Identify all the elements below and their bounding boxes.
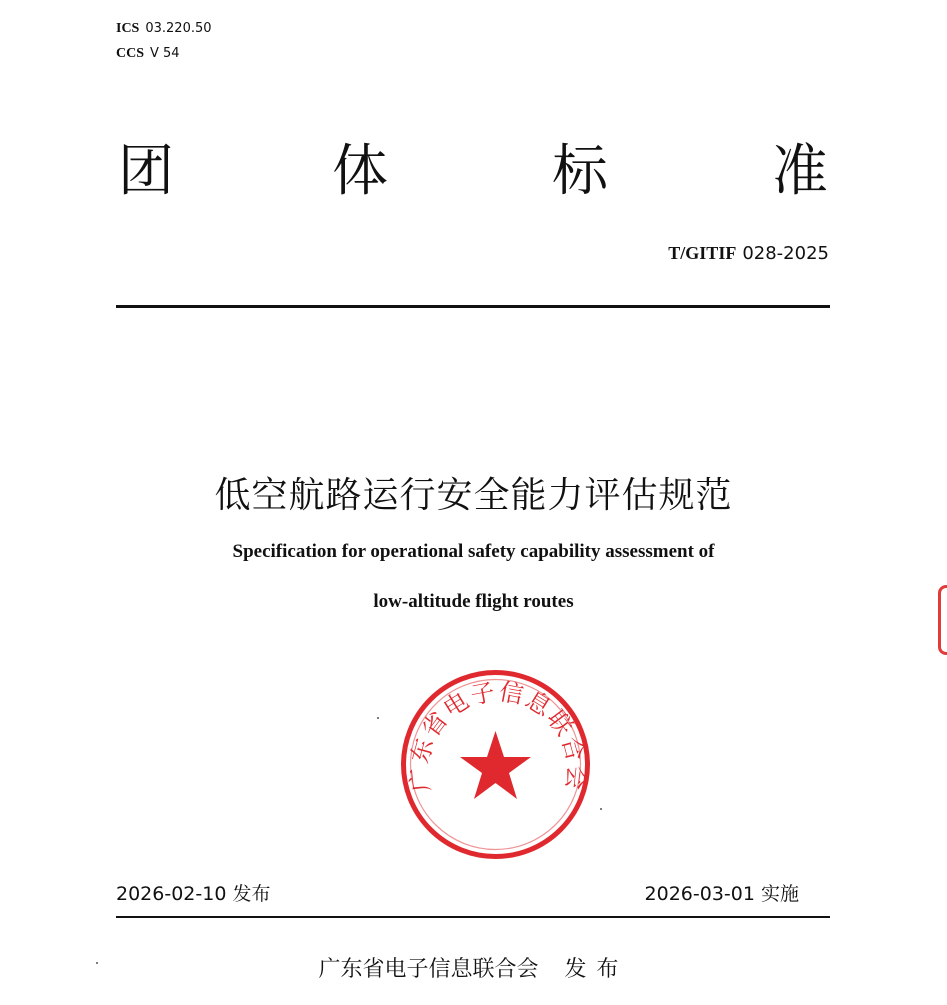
title-chinese: 低空航路运行安全能力评估规范	[214, 475, 733, 516]
ccs-code	[116, 41, 212, 66]
category-char-3: 标	[552, 139, 608, 204]
ccs-value: V 54	[150, 46, 180, 61]
category-char-4: 准	[772, 139, 828, 204]
bottom-divider	[116, 916, 830, 918]
scan-speck	[600, 808, 602, 810]
classification-codes	[116, 16, 212, 66]
ics-label: ICS	[116, 21, 140, 36]
title-english-line-1: Specification for operational safety capability assessment of	[232, 541, 715, 562]
seal-star-icon	[460, 731, 531, 799]
edge-seal-fragment	[938, 585, 947, 655]
issuer-line	[0, 952, 947, 983]
standard-number	[668, 243, 829, 264]
standard-number-value: 028-2025	[742, 243, 829, 264]
ics-value: 03.220.50	[145, 21, 212, 36]
scan-speck	[377, 717, 379, 719]
ics-code	[116, 16, 212, 41]
seal-text-path: 广东省电子信息联合会	[405, 677, 591, 794]
category-char-1: 团	[118, 139, 174, 204]
official-seal	[398, 667, 593, 862]
standard-prefix: T/GITIF	[668, 243, 737, 263]
issuer-name: 广东省电子信息联合会	[318, 957, 539, 982]
issue-date: 2026-02-10 发布	[116, 883, 271, 905]
ccs-label: CCS	[116, 46, 145, 61]
implementation-date: 2026-03-01 实施	[644, 883, 799, 905]
top-divider	[116, 305, 830, 308]
title-english-line-2: low-altitude flight routes	[373, 591, 574, 612]
category-char-2: 体	[332, 139, 388, 204]
publish-label: 发布	[564, 957, 629, 982]
